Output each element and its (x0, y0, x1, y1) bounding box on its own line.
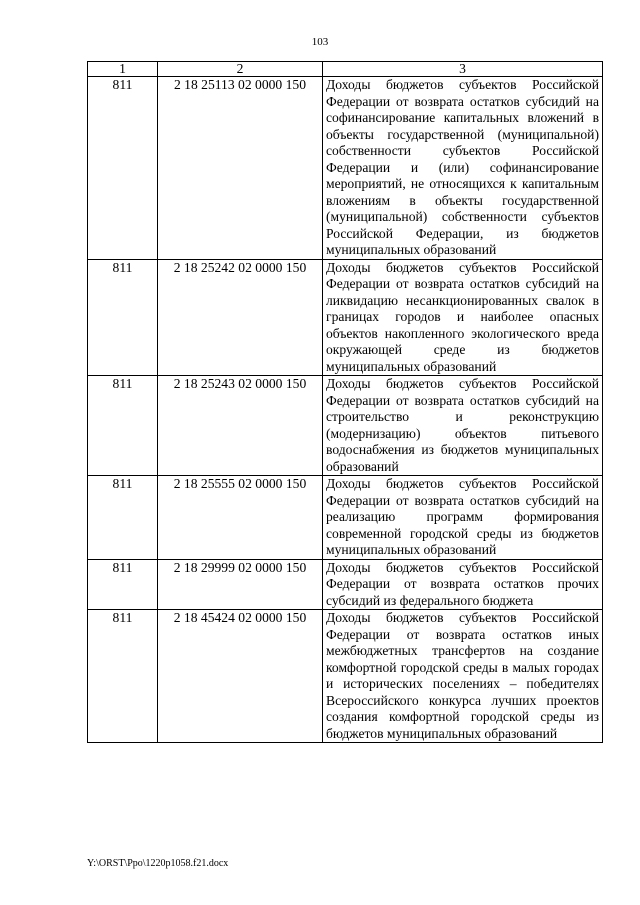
revenue-description-cell: Доходы бюджетов субъектов Российской Федерации от возврата остатков прочих субсидий из федерального бюджета (323, 559, 603, 610)
document-file-path: Y:\ORST\Ppo\1220p1058.f21.docx (87, 858, 229, 869)
revenue-code-cell: 2 18 25555 02 0000 150 (158, 476, 323, 560)
revenue-code-cell: 2 18 45424 02 0000 150 (158, 610, 323, 743)
table-row (88, 77, 603, 260)
admin-code-cell: 811 (88, 476, 158, 560)
revenue-code-cell: 2 18 25113 02 0000 150 (158, 77, 323, 260)
revenue-code-cell: 2 18 29999 02 0000 150 (158, 559, 323, 610)
admin-code-cell: 811 (88, 376, 158, 476)
table-header-row (88, 62, 603, 77)
table-row (88, 610, 603, 743)
page-number: 103 (311, 36, 329, 48)
admin-code-cell: 811 (88, 559, 158, 610)
column-header-1: 1 (88, 62, 158, 77)
revenue-code-cell: 2 18 25243 02 0000 150 (158, 376, 323, 476)
revenue-description-cell: Доходы бюджетов субъектов Российской Федерации от возврата остатков субсидий на софинансирование капитальных вложений в объекты государственной (муниципальной) собственности субъектов Российской Федерации и (или) софинансирование мероприятий, не относящихся к капитальным вложениям в объекты государственной (муниципальной) собственности субъектов Российской Федерации, из бюджетов муниципальных образований (323, 77, 603, 260)
admin-code-cell: 811 (88, 77, 158, 260)
revenue-description-cell: Доходы бюджетов субъектов Российской Федерации от возврата остатков субсидий на строительство и реконструкцию (модернизацию) объектов питьевого водоснабжения из бюджетов муниципальных образований (323, 376, 603, 476)
revenue-description-cell: Доходы бюджетов субъектов Российской Федерации от возврата остатков иных межбюджетных трансфертов на создание комфортной городской среды в малых городах и исторических поселениях – победителях Всероссийского конкурса лучших проектов создания комфортной городской среды из бюджетов муниципальных образований (323, 610, 603, 743)
table-row (88, 259, 603, 376)
revenue-code-cell: 2 18 25242 02 0000 150 (158, 259, 323, 376)
table-row (88, 476, 603, 560)
revenue-description-cell: Доходы бюджетов субъектов Российской Федерации от возврата остатков субсидий на реализацию программ формирования современной городской среды из бюджетов муниципальных образований (323, 476, 603, 560)
table-row (88, 376, 603, 476)
revenue-description-cell: Доходы бюджетов субъектов Российской Федерации от возврата остатков субсидий на ликвидацию несанкционированных свалок в границах городов и наиболее опасных объектов накопленного экологического вреда окружающей среде из бюджетов муниципальных образований (323, 259, 603, 376)
column-header-3: 3 (323, 62, 603, 77)
table-row (88, 559, 603, 610)
revenue-codes-table (87, 61, 603, 743)
column-header-2: 2 (158, 62, 323, 77)
admin-code-cell: 811 (88, 610, 158, 743)
admin-code-cell: 811 (88, 259, 158, 376)
